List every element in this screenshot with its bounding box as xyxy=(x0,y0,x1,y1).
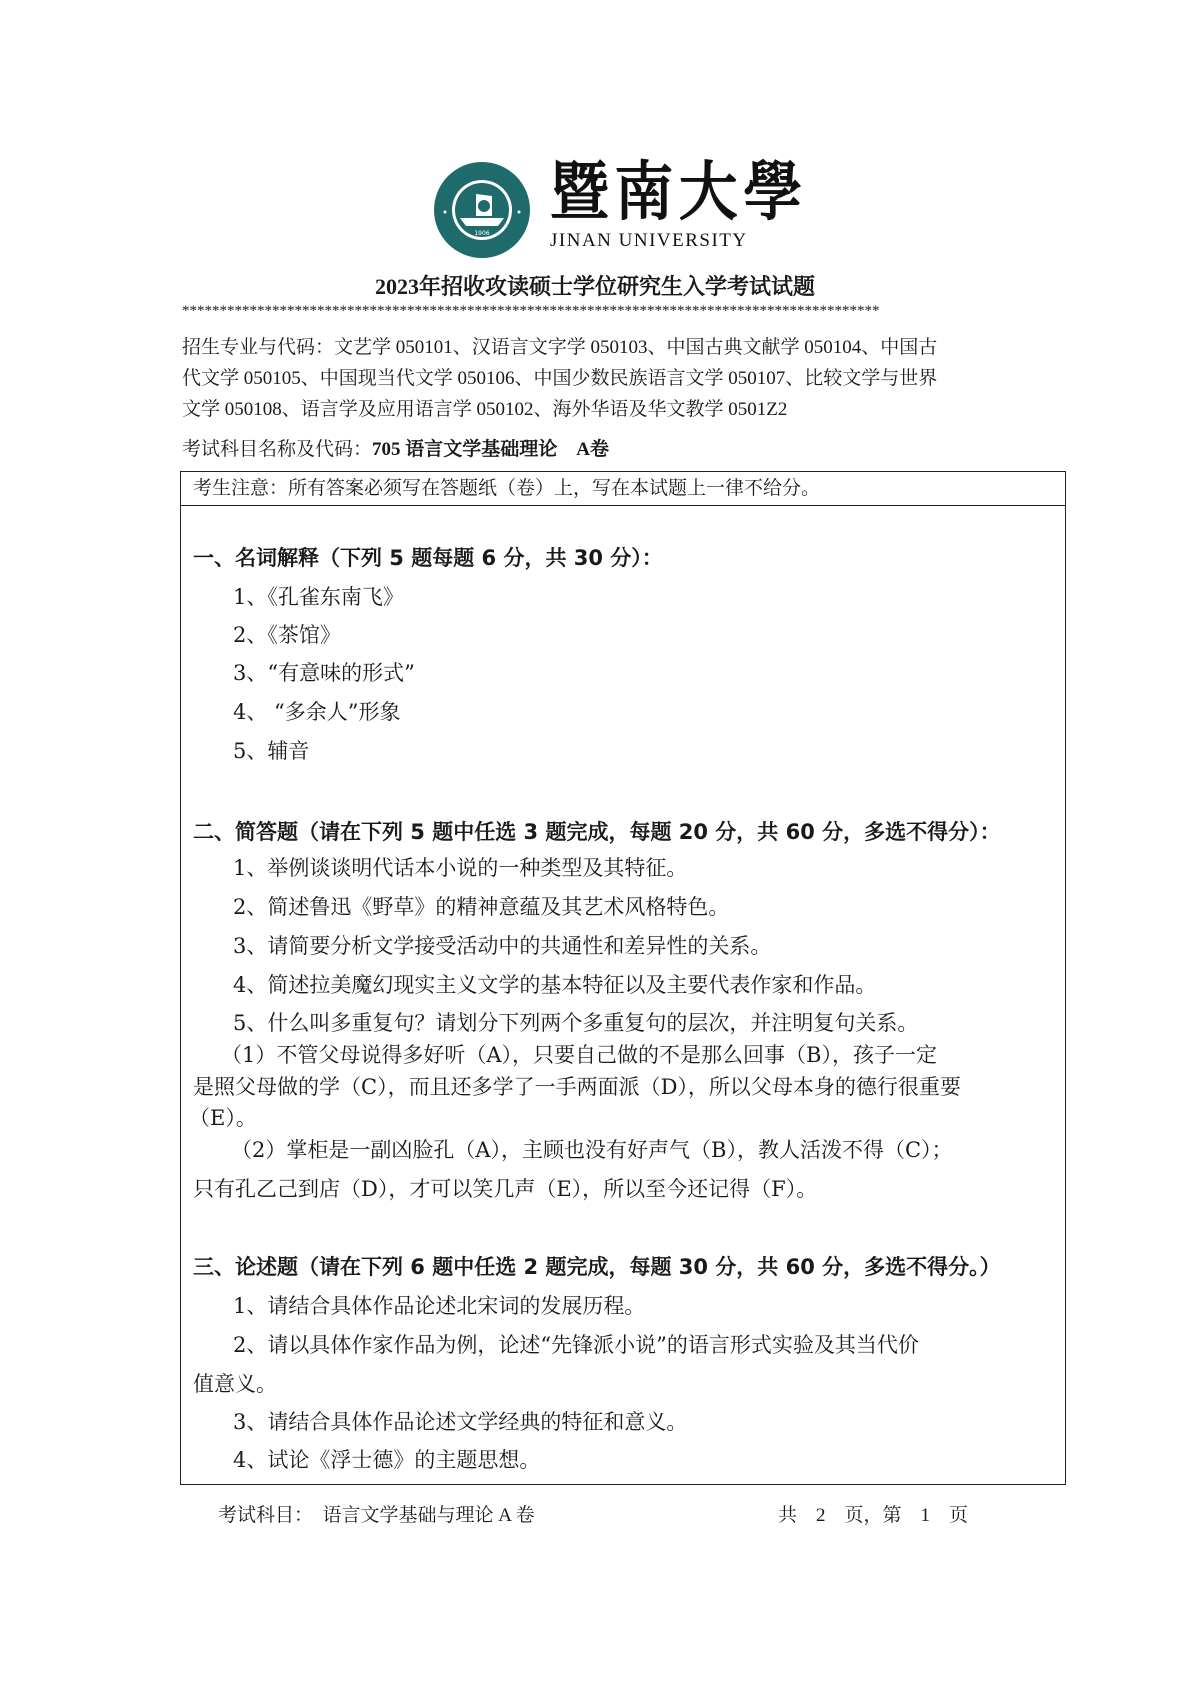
subject-value: 705 语言文学基础理论 A卷 xyxy=(372,439,609,460)
section-heading-2: 二、简答题（请在下列 5 题中任选 3 题完成，每题 20 分，共 60 分，多选不得分）： xyxy=(193,820,1001,844)
subject-label: 考试科目名称及代码： xyxy=(182,439,373,460)
question-item: 4、简述拉美魔幻现实主义文学的基本特征以及主要代表作家和作品。 xyxy=(233,973,877,997)
majors-line: 招生专业与代码：文艺学 050101、汉语言文字学 050103、中国古典文献学 050104、中国古 xyxy=(182,337,938,358)
exam-title: 2023年招收攻读硕士学位研究生入学考试试题 xyxy=(374,274,815,299)
question-item: 3、“有意味的形式” xyxy=(233,661,415,685)
university-name-cn: 暨南大學 xyxy=(550,155,808,230)
section-heading-1: 一、名词解释（下列 5 题每题 6 分，共 30 分）： xyxy=(193,546,663,570)
majors-line: 文学 050108、语言学及应用语言学 050102、海外华语及华文教学 0501Z2 xyxy=(182,399,788,420)
sub-question-line: （2）掌柜是一副凶脸孔（A），主顾也没有好声气（B），教人活泼不得（C）； xyxy=(231,1138,953,1162)
sub-question-line: 只有孔乙己到店（D），才可以笑几声（E），所以至今还记得（F）。 xyxy=(193,1177,818,1201)
sub-question-line: （1）不管父母说得多好听（A），只要自己做的不是那么回事（B），孩子一定 xyxy=(221,1043,937,1067)
question-item: 5、什么叫多重复句？请划分下列两个多重复句的层次，并注明复句关系。 xyxy=(233,1011,919,1035)
question-item: 2、《茶馆》 xyxy=(233,623,341,647)
candidate-notice: 考生注意：所有答案必须写在答题纸（卷）上，写在本试题上一律不给分。 xyxy=(181,472,1065,506)
question-item: 3、请结合具体作品论述文学经典的特征和意义。 xyxy=(233,1410,688,1434)
footer-subject: 考试科目： 语言文学基础与理论 A 卷 xyxy=(218,1505,535,1526)
footer-page-count: 共 2 页，第 1 页 xyxy=(778,1505,969,1526)
section-heading-3: 三、论述题（请在下列 6 题中任选 2 题完成，每题 30 分，共 60 分，多选不得分。） xyxy=(193,1255,1001,1279)
question-item: 1、举例谈谈明代话本小说的一种类型及其特征。 xyxy=(233,856,688,880)
question-item: 1、请结合具体作品论述北宋词的发展历程。 xyxy=(233,1294,646,1318)
university-seal-logo xyxy=(432,160,532,260)
university-wordmark xyxy=(550,155,808,252)
question-item: 4、 “多余人”形象 xyxy=(233,700,401,724)
question-item: 1、《孔雀东南飞》 xyxy=(233,585,404,609)
subject-line xyxy=(182,434,609,461)
question-item: 4、试论《浮士德》的主题思想。 xyxy=(233,1448,541,1472)
seal-year: 1906 xyxy=(474,230,490,237)
question-item: 2、请以具体作家作品为例，论述“先锋派小说”的语言形式实验及其当代价 xyxy=(233,1333,919,1357)
question-item: 3、请简要分析文学接受活动中的共通性和差异性的关系。 xyxy=(233,934,772,958)
university-name-en: JINAN UNIVERSITY xyxy=(550,230,748,251)
question-item: 2、简述鲁迅《野草》的精神意蕴及其艺术风格特色。 xyxy=(233,895,730,919)
sub-question-line: （E）。 xyxy=(189,1106,257,1130)
separator-stars: ********************************************************************************************* xyxy=(182,303,880,319)
sub-question-line: 是照父母做的学（C），而且还多学了一手两面派（D），所以父母本身的德行很重要 xyxy=(193,1075,961,1099)
question-item: 5、辅音 xyxy=(233,739,310,763)
majors-line: 代文学 050105、中国现当代文学 050106、中国少数民族语言文学 050107、比较文学与世界 xyxy=(182,368,938,389)
question-box xyxy=(180,471,1066,1485)
question-item: 值意义。 xyxy=(193,1372,277,1396)
majors-block xyxy=(182,332,1012,425)
